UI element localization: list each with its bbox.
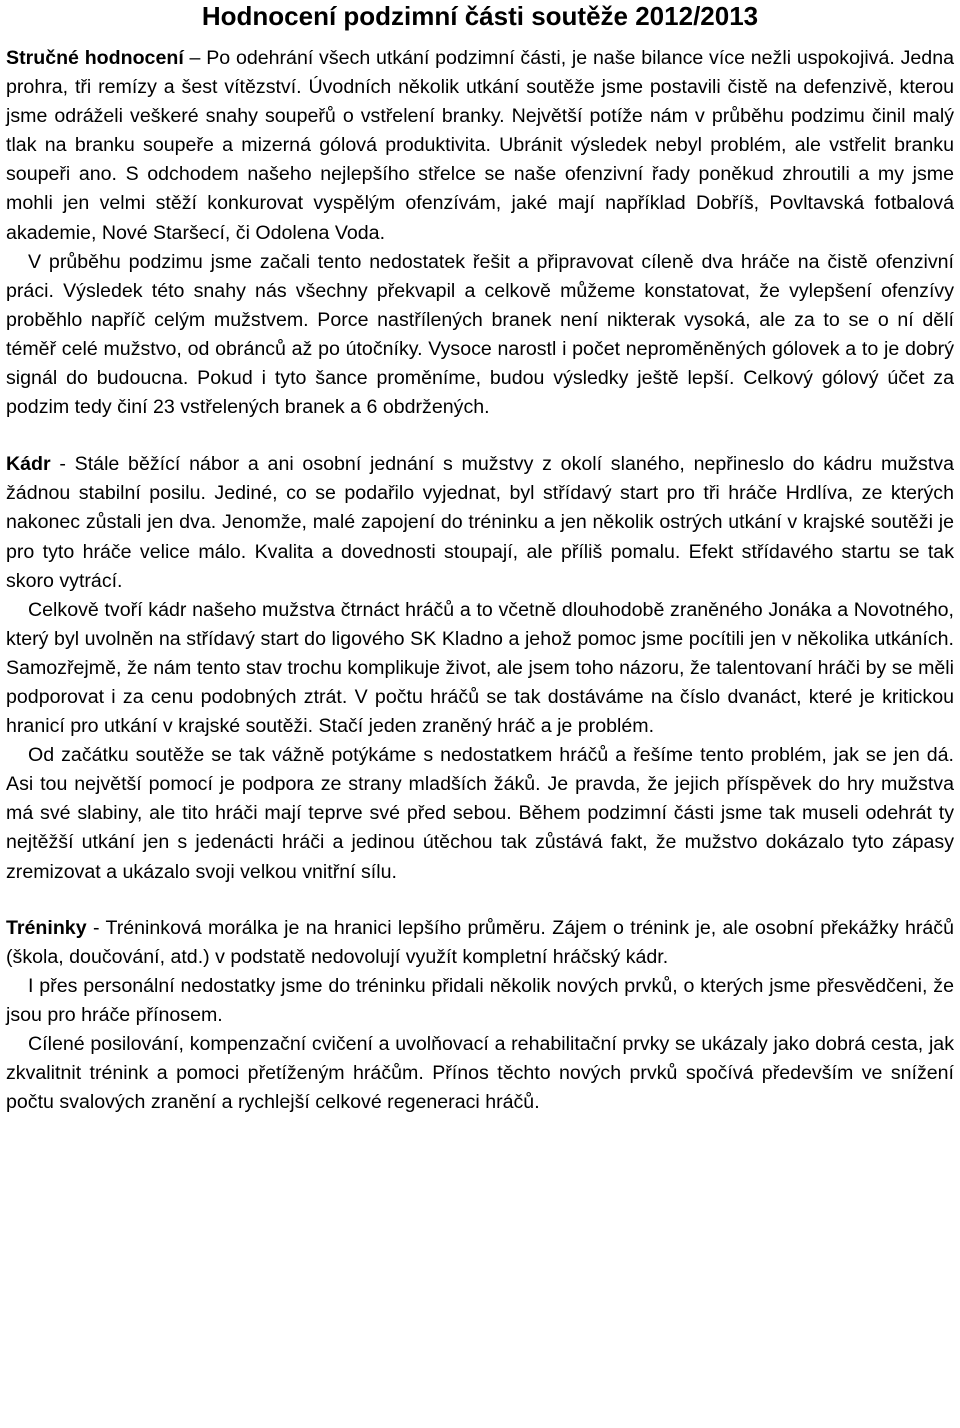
squad-text-1: - Stále běžící nábor a ani osobní jednání s mužstvy z okolí slaného, nepřineslo do kádru mužstva žádnou stabilní posilu. Jediné, co se podařilo vyjednat, byl střídavý start pro tři hráče Hrdlíva, ze kterých nakonec zůstali jen dva. Jenomže, malé zapojení do tréninku a jen několik ostrých utkání v krajské soutěži je pro tyto hráče velice málo. Kvalita a dovednosti stoupají, ale příliš pomalu. Efekt střídavého startu se tak skoro vytrácí. (6, 453, 954, 592)
section-spacer (6, 887, 954, 914)
squad-paragraph-3: Od začátku soutěže se tak vážně potýkáme s nedostatkem hráčů a řešíme tento problém, jak se jen dá. Asi tou největší pomocí je podpora ze strany mladších žáků. Je pravda, že jejich příspěvek do hry mužstva má své slabiny, ale tito hráči mají teprve své před sebou. Během podzimní části jsme tak museli odehrát ty nejtěžší utkání jen s jedenácti hráči a jedinou útěchou tak zůstává fakt, že mužstvo dokázalo tyto zápasy zremizovat a ukázalo svoji velkou vnitřní sílu. (6, 744, 954, 883)
section-spacer (6, 422, 954, 450)
training-paragraph-1 (6, 914, 954, 972)
squad-heading: Kádr (6, 453, 51, 476)
summary-paragraph-2: V průběhu podzimu jsme začali tento nedostatek řešit a připravovat cíleně dva hráče na čistě ofenzivní práci. Výsledek této snahy nás všechny překvapil a celkově můžeme konstatovat, že vylepšení ofenzívy proběhlo napříč celým mužstvem. Porce nastřílených branek není nikterak vysoká, ale za to se o ní dělí téměř celé mužstvo, od obránců až po útočníky. Vysoce narostl i počet neproměněných gólovek a to je dobrý signál do budoucna. Pokud i tyto šance proměníme, budou výsledky ještě lepší. Celkový gólový účet za podzim tedy činí 23 vstřelených branek a 6 obdržených. (6, 250, 954, 419)
squad-paragraph-1 (6, 450, 954, 595)
training-paragraph-3: Cílené posilování, kompenzační cvičení a uvolňovací a rehabilitační prvky se ukázaly jako dobrá cesta, jak zkvalitnit trénink a pomoci přetíženým hráčům. Přínos těchto nových prvků spočívá především ve snížení počtu svalových zranění a rychlejší celkové regeneraci hráčů. (6, 1033, 954, 1114)
page-title: Hodnocení podzimní části soutěže 2012/2013 (201, 1, 759, 31)
training-paragraph-2: I přes personální nedostatky jsme do tréninku přidali několik nových prvků, o kterých jsme přesvědčeni, že jsou pro hráče přínosem. (6, 974, 954, 1026)
squad-paragraph-2: Celkově tvoří kádr našeho mužstva čtrnáct hráčů a to včetně dlouhodobě zraněného Jonáka a Novotného, který byl uvolněn na střídavý start do ligového SK Kladno a jehož pomoc jsme pocítili jen v několika utkáních. Samozřejmě, že nám tento stav trochu komplikuje život, ale jsem toho názoru, že talentovaní hráči by se měli podporovat i za cenu podobných ztrát. V počtu hráčů se tak dostáváme na číslo dvanáct, které je kritickou hranicí pro utkání v krajské soutěži. Stačí jeden zraněný hráč a je problém. (6, 598, 954, 738)
summary-paragraph-1 (6, 44, 954, 248)
training-text-1: - Tréninková morálka je na hranici lepšího průměru. Zájem o trénink je, ale osobní překážky hráčů (škola, doučování, atd.) v podstatě nedovolují využít kompletní hráčský kádr. (6, 916, 954, 968)
training-heading: Tréninky (6, 916, 87, 939)
summary-text-1: – Po odehrání všech utkání podzimní části, je naše bilance více nežli uspokojivá. Jedna prohra, tři remízy a šest vítězství. Úvodních několik utkání soutěže jsme postavili čistě na defenzivě, kterou jsme odráželi veškeré snahy soupeřů o vstřelení branky. Největší potíže nám v průběhu podzimu činil malý tlak na branku soupeře a mizerná gólová produktivita. Ubránit výsledek nebyl problém, ale vstřelit branku soupeři ano. S odchodem našeho nejlepšího střelce se naše ofenzivní řady poněkud zhroutili a my jsme mohli jen velmi stěží konkurovat vyspělým ofenzívám, jaké mají například Dobříš, Povltavská fotbalová akademie, Nové Staršecí, či Odolena Voda. (6, 47, 954, 244)
summary-heading: Stručné hodnocení (6, 47, 184, 69)
